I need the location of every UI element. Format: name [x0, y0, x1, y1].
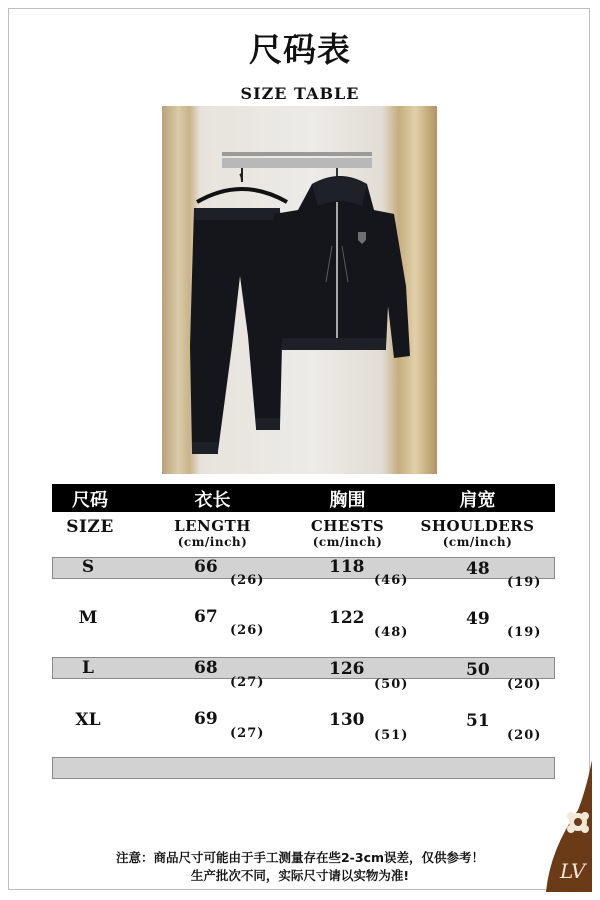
length-inch: (27): [230, 726, 265, 741]
size-cell: M: [78, 608, 98, 628]
header-shoulder-en: SHOULDERS: [420, 517, 535, 535]
header-length-cn: 衣长: [194, 490, 231, 511]
chest-inch: (51): [374, 728, 409, 743]
shoulder-value: 48: [466, 559, 490, 579]
chest-inch: (48): [374, 625, 409, 640]
length-value: 69: [194, 709, 218, 729]
header-chest-en: CHESTS: [310, 517, 385, 535]
chest-value: 126: [329, 659, 365, 679]
size-cell: L: [82, 658, 94, 678]
length-value: 67: [194, 607, 218, 627]
size-cell: XL: [75, 710, 101, 730]
size-cell: S: [81, 557, 95, 577]
shoulder-value: 49: [466, 609, 490, 629]
header-length-en: LENGTH: [174, 517, 251, 535]
length-value: 66: [194, 557, 218, 577]
header-size-en: SIZE: [66, 517, 114, 537]
note-line-2: 生产批次不同，实际尺寸请以实物为准!: [190, 868, 410, 883]
chest-value: 122: [329, 608, 365, 628]
note-line-1: 注意：商品尺寸可能由于手工测量存在些2-3cm误差，仅供参考！: [115, 850, 485, 865]
unit-shoulder: (cm/inch): [442, 535, 513, 549]
chest-value: 118: [329, 557, 365, 577]
shoulder-value: 51: [466, 711, 490, 731]
length-inch: (26): [230, 623, 265, 638]
chest-value: 130: [329, 710, 365, 730]
chest-inch: (46): [374, 573, 409, 588]
header-chest-cn: 胸围: [329, 490, 366, 511]
header-size-cn: 尺码: [72, 490, 108, 511]
shoulder-inch: (19): [507, 575, 542, 590]
header-shoulder-cn: 肩宽: [459, 490, 496, 511]
length-inch: (26): [230, 573, 265, 588]
length-inch: (27): [230, 675, 265, 690]
length-value: 68: [194, 658, 218, 678]
hanger-rail: [222, 158, 372, 168]
pants-hanger: [197, 189, 287, 202]
brand-logo: [520, 760, 592, 896]
shoulder-inch: (20): [507, 677, 542, 692]
page-title: 尺码表: [249, 30, 351, 69]
page-subtitle: SIZE TABLE: [240, 84, 360, 103]
product-photo: [162, 106, 437, 474]
chest-inch: (50): [374, 677, 409, 692]
unit-length: (cm/inch): [177, 535, 248, 549]
shoulder-value: 50: [466, 660, 490, 680]
shoulder-inch: (20): [507, 728, 542, 743]
row-band-empty: [52, 757, 555, 779]
unit-chest: (cm/inch): [312, 535, 383, 549]
logo-text: LV: [560, 859, 586, 883]
shoulder-inch: (19): [507, 625, 542, 640]
